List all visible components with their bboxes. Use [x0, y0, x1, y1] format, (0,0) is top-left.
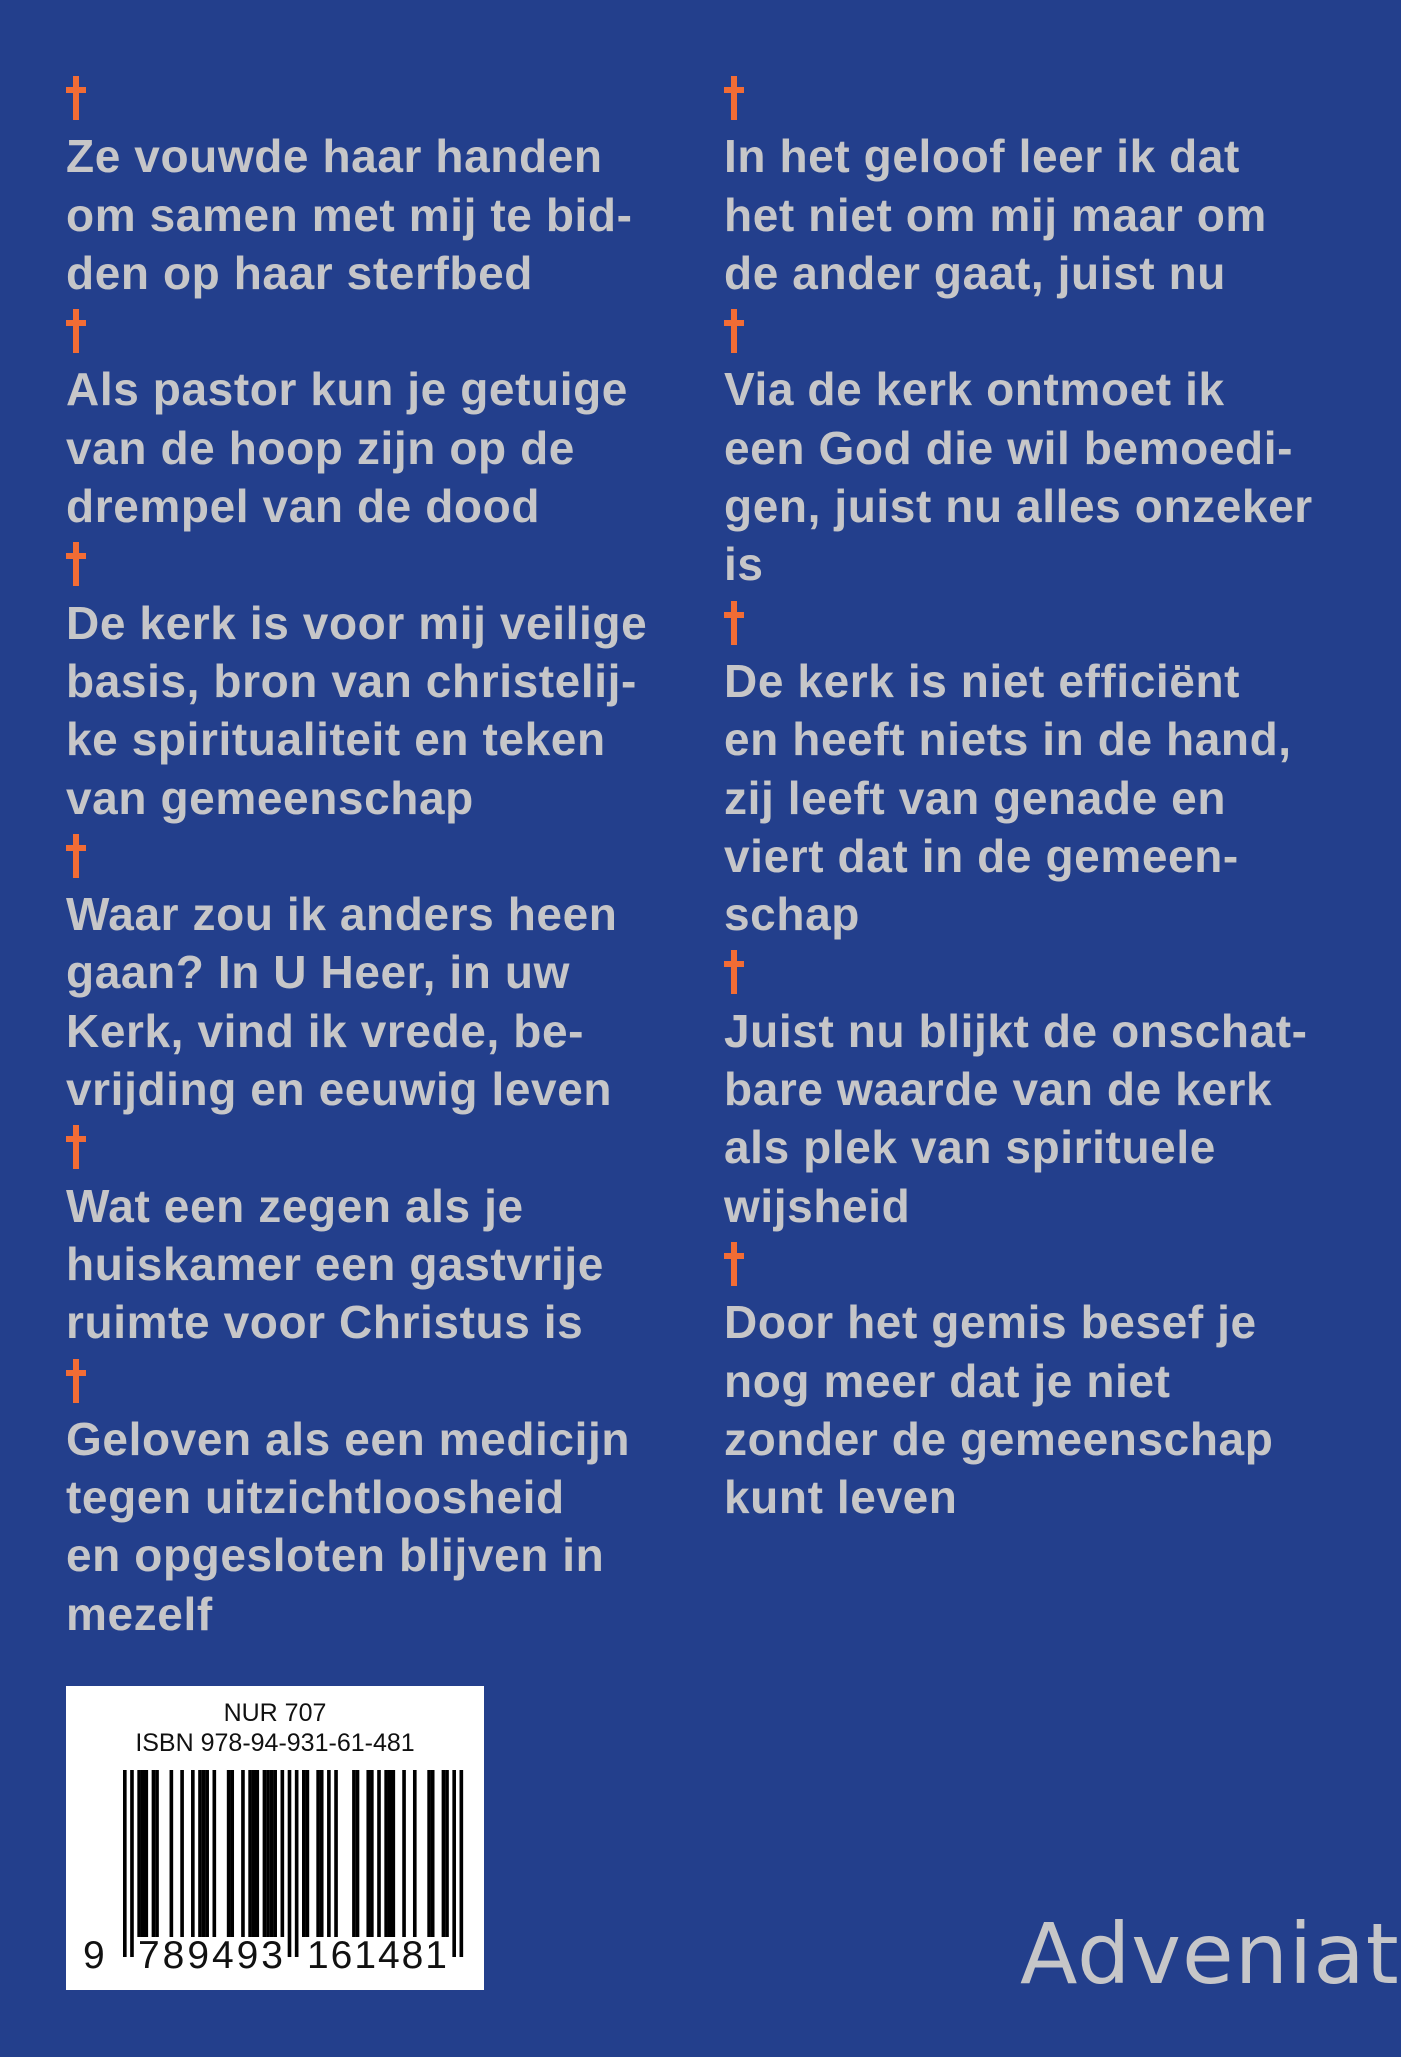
cross-icon: [66, 1118, 647, 1176]
barcode-digits-left: 789493: [138, 1934, 283, 1977]
barcode-bar: [123, 1770, 127, 1957]
quote-line: huiskamer een gastvrije: [66, 1237, 604, 1290]
barcode-bar: [252, 1770, 256, 1937]
quote-line: bare waarde van de kerk: [724, 1063, 1273, 1116]
barcode-bar: [370, 1770, 374, 1937]
quote-line: In het geloof leer ik dat: [724, 130, 1240, 183]
quote-line: gen, juist nu alles onzeker: [724, 480, 1313, 533]
cross-icon: [66, 69, 647, 127]
cross-icon: [724, 1235, 1313, 1293]
barcode-bar: [384, 1770, 388, 1937]
quote-line: zij leeft van genade en: [724, 771, 1227, 824]
quote-line: De kerk is niet efficiënt: [724, 654, 1241, 707]
barcode-bar: [295, 1770, 299, 1957]
quote-line: vrijding en eeuwig leven: [66, 1063, 613, 1116]
quote-line: om samen met mij te bid-: [66, 188, 633, 241]
barcode-bar: [356, 1770, 360, 1937]
quote-line: Juist nu blijkt de onschat-: [724, 1004, 1308, 1057]
barcode-bar: [388, 1770, 392, 1937]
barcode-bar: [248, 1770, 252, 1937]
quote-line: Kerk, vind ik vrede, be-: [66, 1004, 585, 1057]
barcode-bar: [442, 1770, 446, 1937]
barcode-bar: [281, 1770, 285, 1937]
quotes-right-column: [724, 69, 1313, 1526]
barcode-bar: [213, 1770, 217, 1937]
quote-line: schap: [724, 888, 860, 941]
cross-icon: [724, 594, 1313, 652]
quote-line: Via de kerk ontmoet ik: [724, 363, 1225, 416]
barcode-bar: [205, 1770, 209, 1937]
barcode-bar: [273, 1770, 277, 1937]
quote-line: zonder de gemeenschap: [724, 1412, 1274, 1465]
barcode-digits-right: 161481: [307, 1934, 447, 1977]
barcode-bar: [452, 1770, 456, 1957]
barcode-bar: [180, 1770, 184, 1937]
barcode-bar: [155, 1770, 159, 1937]
quote-line: kunt leven: [724, 1471, 958, 1524]
isbn-barcode-label: [66, 1686, 484, 1990]
quote-line: wijsheid: [724, 1179, 911, 1232]
quote-line: het niet om mij maar om: [724, 188, 1267, 241]
barcode-bar: [202, 1770, 206, 1937]
barcode-bar: [241, 1770, 245, 1937]
quote-line: ke spiritualiteit en teken: [66, 713, 606, 766]
quote-line: ruimte voor Christus is: [66, 1296, 584, 1349]
barcode-bar: [445, 1770, 449, 1937]
quote-line: de ander gaat, juist nu: [724, 246, 1226, 299]
quote-line: is: [724, 538, 764, 591]
quote-line: van de hoop zijn op de: [66, 421, 575, 474]
barcode-bar: [352, 1770, 356, 1937]
barcode-bar: [170, 1770, 174, 1937]
quote-line: drempel van de dood: [66, 480, 541, 533]
quote-line: basis, bron van christelij-: [66, 654, 637, 707]
isbn-number: ISBN 978-94-931-61-481: [135, 1729, 415, 1757]
barcode-bar: [198, 1770, 202, 1937]
barcode-bar: [141, 1770, 145, 1937]
quote-line: Geloven als een medicijn: [66, 1412, 631, 1465]
quote-line: mezelf: [66, 1587, 213, 1640]
barcode-bar: [306, 1770, 310, 1937]
quote-line: als plek van spirituele: [724, 1121, 1216, 1174]
quote-line: Wat een zegen als je: [66, 1179, 524, 1232]
barcode-bar: [137, 1770, 141, 1937]
quote-line: De kerk is voor mij veilige: [66, 596, 648, 649]
barcode-bar: [152, 1770, 156, 1937]
barcode-bar: [230, 1770, 234, 1937]
barcode-bar: [270, 1770, 274, 1937]
quote-line: gaan? In U Heer, in uw: [66, 946, 570, 999]
quote-line: Door het gemis besef je: [724, 1296, 1257, 1349]
barcode-bar: [255, 1770, 259, 1937]
barcode-bar: [413, 1770, 417, 1937]
barcode-bar: [377, 1770, 381, 1937]
cross-icon: [724, 69, 1313, 127]
quote-line: Als pastor kun je getuige: [66, 363, 628, 416]
barcode-bar: [366, 1770, 370, 1937]
quote-line: Ze vouwde haar handen: [66, 130, 603, 183]
barcode-bar: [431, 1770, 435, 1937]
barcode-bar: [263, 1770, 267, 1937]
barcode-bar: [327, 1770, 331, 1937]
barcode-bar: [392, 1770, 396, 1937]
cross-icon: [66, 1352, 647, 1410]
adveniat-logo: Adveniat: [1020, 1905, 1400, 2003]
barcode-bar: [266, 1770, 270, 1937]
barcode-bar: [427, 1770, 431, 1937]
cross-icon: [724, 302, 1313, 360]
quote-line: tegen uitzichtloosheid: [66, 1471, 565, 1524]
cross-icon: [724, 943, 1313, 1001]
quote-line: een God die wil bemoedi-: [724, 421, 1294, 474]
quotes-left-column: [66, 69, 647, 1643]
quote-line: den op haar sterfbed: [66, 246, 533, 299]
barcode-bar: [191, 1770, 195, 1937]
cross-icon: [66, 302, 647, 360]
quote-line: viert dat in de gemeen-: [724, 829, 1239, 882]
barcode-bar: [144, 1770, 148, 1937]
quote-line: Waar zou ik anders heen: [66, 888, 618, 941]
cross-icon: [66, 827, 647, 885]
quote-line: en heeft niets in de hand,: [724, 713, 1292, 766]
barcode-bar: [402, 1770, 406, 1937]
cross-icon: [66, 535, 647, 593]
quote-line: nog meer dat je niet: [724, 1354, 1171, 1407]
barcode-bar: [334, 1770, 338, 1937]
barcode-bar: [460, 1770, 464, 1957]
barcode: [66, 1686, 484, 1990]
nur-code: NUR 707: [223, 1699, 327, 1727]
barcode-digit-first: 9: [83, 1934, 105, 1977]
barcode-bar: [130, 1770, 134, 1957]
barcode-bar: [320, 1770, 324, 1937]
quote-line: van gemeenschap: [66, 771, 474, 824]
barcode-bar: [302, 1770, 306, 1937]
barcode-bar: [227, 1770, 231, 1937]
quote-line: en opgesloten blijven in: [66, 1529, 605, 1582]
barcode-bar: [288, 1770, 292, 1957]
barcode-bar: [316, 1770, 320, 1937]
